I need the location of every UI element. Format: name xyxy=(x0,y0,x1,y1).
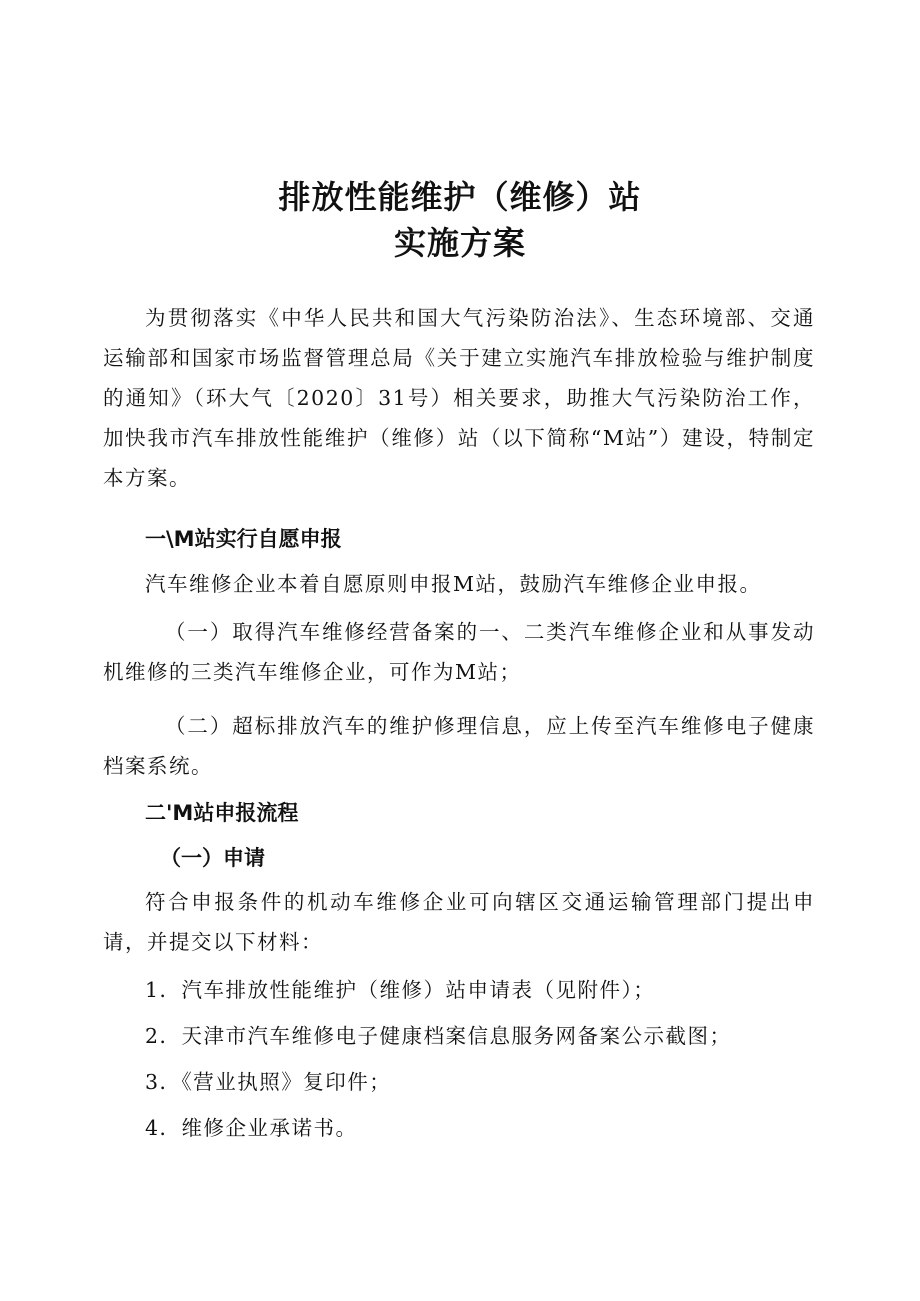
intro-paragraph: 为贯彻落实《中华人民共和国大气污染防治法》、生态环境部、交通运输部和国家市场监督管理总局《关于建立实施汽车排放检验与维护制度的通知》（环大气〔2020〕31号）相关要求，助推大气污染防治工作，加快我市汽车排放性能维护（维修）站（以下简称“M站”）建设，特制定本方案。 xyxy=(103,306,815,490)
section-1-item-2: （二）超标排放汽车的维护修理信息，应上传至汽车维修电子健康档案系统。 xyxy=(103,714,815,778)
list-item: 2．天津市汽车维修电子健康档案信息服务网备案公示截图； xyxy=(145,1024,732,1048)
document-title-line-2: 实施方案 xyxy=(393,224,526,262)
section-2-heading: 二'M站申报流程 xyxy=(145,801,299,825)
list-item: 4．维修企业承诺书。 xyxy=(145,1116,358,1140)
section-1-paragraph: 汽车维修企业本着自愿原则申报M站，鼓励汽车维修企业申报。 xyxy=(145,572,762,596)
section-1-item-1: （一）取得汽车维修经营备案的一、二类汽车维修企业和从事发动机维修的三类汽车维修企业，可作为M站； xyxy=(103,620,815,684)
list-item: 1．汽车排放性能维护（维修）站申请表（见附件）； xyxy=(145,978,656,1002)
section-2-subheading: （一）申请 xyxy=(160,846,265,870)
list-item: 3．《营业执照》复印件； xyxy=(145,1070,392,1094)
section-2-paragraph: 符合申报条件的机动车维修企业可向辖区交通运输管理部门提出申请，并提交以下材料： xyxy=(103,890,815,954)
document-title-line-1: 排放性能维护（维修）站 xyxy=(278,178,642,216)
section-1-heading: 一\M站实行自愿申报 xyxy=(145,527,342,551)
